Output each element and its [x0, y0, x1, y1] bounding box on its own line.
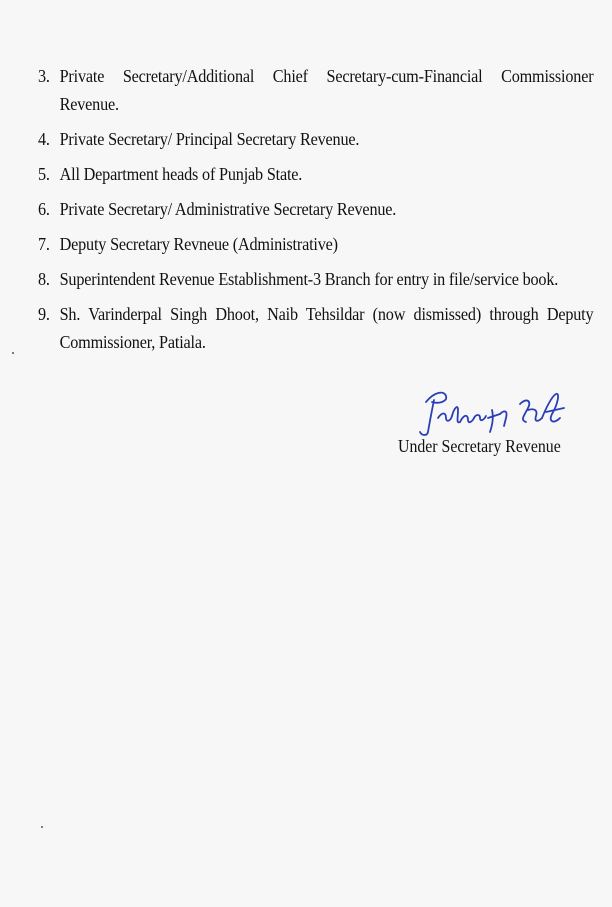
list-item — [38, 160, 593, 188]
list-item — [38, 300, 593, 356]
handwritten-signature — [408, 388, 578, 438]
distribution-list — [38, 62, 594, 356]
list-item-text: All Department heads of Punjab State. — [59, 164, 303, 184]
list-item-text: Private Secretary/ Principal Secretary Revenue. — [59, 129, 360, 149]
list-item — [38, 125, 593, 153]
list-item-number: 3. — [38, 66, 50, 86]
list-item-text: Sh. Varinderpal Singh Dhoot, Naib Tehsildar (now dismissed) through Deputy Commissioner, Patiala. — [59, 304, 594, 352]
scan-speck — [12, 352, 14, 354]
list-item — [38, 195, 593, 223]
list-item-text: Private Secretary/ Administrative Secretary Revenue. — [59, 199, 397, 219]
list-item-number: 9. — [38, 304, 50, 324]
list-item-text: Private Secretary/Additional Chief Secretary-cum-Financial Commissioner Revenue. — [59, 66, 594, 114]
list-item-number: 7. — [38, 234, 50, 254]
list-item-number: 8. — [38, 269, 50, 289]
list-item-text: Superintendent Revenue Establishment-3 Branch for entry in file/service book. — [59, 269, 559, 289]
list-item — [38, 265, 593, 293]
list-item-number: 5. — [38, 164, 50, 184]
list-item — [38, 230, 593, 258]
scan-speck — [41, 826, 43, 828]
signatory-designation: Under Secretary Revenue — [398, 436, 561, 456]
list-item — [38, 62, 593, 118]
signature-block — [398, 388, 588, 468]
list-item-number: 6. — [38, 199, 50, 219]
list-item-number: 4. — [38, 129, 50, 149]
list-item-text: Deputy Secretary Revneue (Administrative) — [59, 234, 338, 254]
